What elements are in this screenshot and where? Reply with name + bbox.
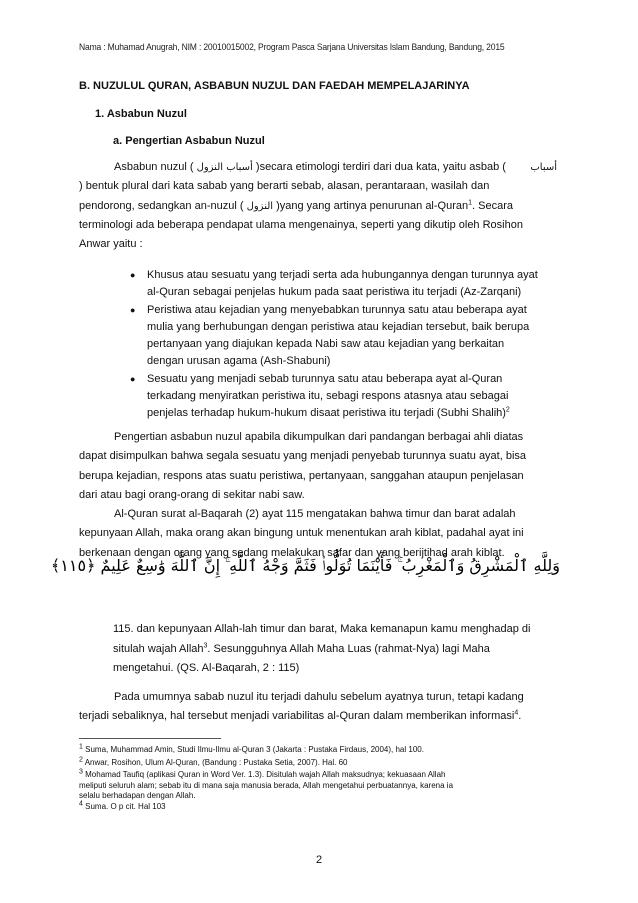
paragraph-conclusion: Pengertian asbabun nuzul apabila dikumpulkan dari pandangan berbagai ahli diatas dapat disimpulkan bahwa segala sesuatu yang menjadi penyebab turunnya suatu ayat, bisa berupa kejadian, respons atas suatu peristiwa, pertanyaan, sanggahan ataupun penjelasan dari atau bagi orang-orang di sekitar nabi saw. Al-Quran surat al-Baqarah (2) ayat 115 mengatakan bahwa timur dan barat adalah kepunyaan Allah, maka orang akan bingung untuk menentukan arah kiblat, padahal ayat ini berkenaan dengan orang yang sedang melakukan safar dan yang berijtihad arah kiblat.	[79, 431, 527, 559]
footnote-3: $^3$ Mohamad Taufiq (aplikasi Quran in Word Ver. 1.3). Disitulah wajah Allah maksudnya; kekuasaan Allah	[79, 768, 446, 779]
quran-verse-arabic: وَلِلَّهِ ٱلْمَشْرِقُ وَٱلْمَغْرِبُ ۚ فَأَيْنَمَا تُوَلُّوا۟ فَثَمَّ وَجْهُ ٱللَّهِ ۚ إِنَّ ٱللَّهَ وَٰسِعٌ عَلِيمٌ ﴿١١٥﴾	[50, 556, 560, 575]
bullet-icon: ●	[130, 374, 136, 384]
arabic-nuzul: النزول	[246, 200, 274, 212]
footnote-2: $^2$ Anwar, Rosihon, Ulum Al-Quran, (Bandung : Pustaka Setia, 2007). Hal. 60	[79, 755, 348, 767]
footnote-ref-4: 4	[514, 709, 519, 717]
footnote-ref-2: 2	[505, 406, 510, 414]
section-title: B. NUZULUL QURAN, ASBABUN NUZUL DAN FAEDAH MEMPELAJARINYA	[79, 80, 470, 92]
arabic-asbab-nuzul: أسباب النزول	[196, 162, 253, 173]
subsubsection-title: a. Pengertian Asbabun Nuzul	[113, 135, 265, 147]
list-item: ● Peristiwa atau kejadian yang menyebabkan turunnya satu atau beberapa ayat mulia yang berhubungan dengan peristiwa atau kejadian tersebut, baik berupa pertanyaan yang diajukan kepada Nabi saw atau kejadian yang berkaitan dengan urusan agama (Ash-Shabuni)	[130, 304, 530, 367]
footnote-1: $^1$ Suma, Muhammad Amin, Studi Ilmu-Ilmu al-Quran 3 (Jakarta : Pustaka Firdaus, 2004), hal 100.	[79, 743, 424, 754]
page-number: 2	[315, 854, 323, 866]
footnote-ref-1: 1	[468, 198, 473, 206]
paragraph-definition: Asbabun nuzul ( أسباب النزول )secara etimologi terdiri dari dua kata, yaitu asbab ( أسباب ) bentuk plural dari kata sabab yang berarti sebab, alasan, perantaraan, wasilah dan pendorong, sedangkan an-nuzul ( النزول )yang yang artinya penurunan al-Quran$^1$. Secara terminologi ada beberapa pendapat ulama mengenainya, seperti yang dikutip oleh Rosihon Anwar yaitu :	[79, 158, 557, 254]
list-item: ● Sesuatu yang menjadi sebab turunnya satu atau beberapa ayat al-Quran terkadang menyiratkan peristiwa itu, sebagi respons atasnya atau sebagai penjelas terhadap hukum-hukum disaat peristiwa itu terjadi (Subhi Shalih)$^2$	[130, 373, 510, 419]
bullet-icon: ●	[130, 305, 136, 315]
list-item: ● Khusus atau sesuatu yang terjadi serta ada hubungannya dengan turunnya ayat al-Quran sebagai penjelas hukum pada saat peristiwa itu terjadi (Az-Zarqani)	[130, 269, 538, 298]
subsection-title: 1. Asbabun Nuzul	[95, 108, 187, 120]
definition-bullet-list	[130, 267, 560, 423]
footnote-ref-3: 3	[203, 641, 208, 649]
footnote-divider	[79, 738, 221, 739]
footnotes: $^1$ Suma, Muhammad Amin, Studi Ilmu-Ilmu al-Quran 3 (Jakarta : Pustaka Firdaus, 2004), hal 100. $^2$ Anwar, Rosihon, Ulum Al-Quran, (Bandung : Pustaka Setia, 2007). Hal. 60 $^3$ Mohamad Taufiq (aplikasi Quran in Word Ver. 1.3). Disitulah wajah Allah maksudnya; kekuasaan Allah meliputi seluruh alam; sebab itu di mana saja manusia berada, Allah mengetahui perbuatannya, karena ia selalu berhadapan dengan Allah. $^4$ Suma. O p cit. Hal 103	[79, 745, 559, 812]
bullet-icon: ●	[130, 270, 136, 280]
arabic-asbab: أسباب	[530, 162, 557, 173]
paragraph-sabab-nuzul: Pada umumnya sabab nuzul itu terjadi dahulu sebelum ayatnya turun, tetapi kadang terjadi sebaliknya, hal tersebut menjadi variabilitas al-Quran dalam memberikan informasi$^4$.	[79, 691, 524, 723]
page-header: Nama : Muhamad Anugrah, NIM : 20010015002, Program Pasca Sarjana Universitas Islam Bandung, Bandung, 2015	[79, 42, 505, 53]
verse-translation: 115. dan kepunyaan Allah-lah timur dan barat, Maka kemanapun kamu menghadap di situlah wajah Allah$^3$. Sesungguhnya Allah Maha Luas (rahmat-Nya) lagi Maha mengetahui. (QS. Al-Baqarah, 2 : 115)	[113, 623, 531, 674]
footnote-4: $^4$ Suma. O p cit. Hal 103	[79, 799, 166, 811]
